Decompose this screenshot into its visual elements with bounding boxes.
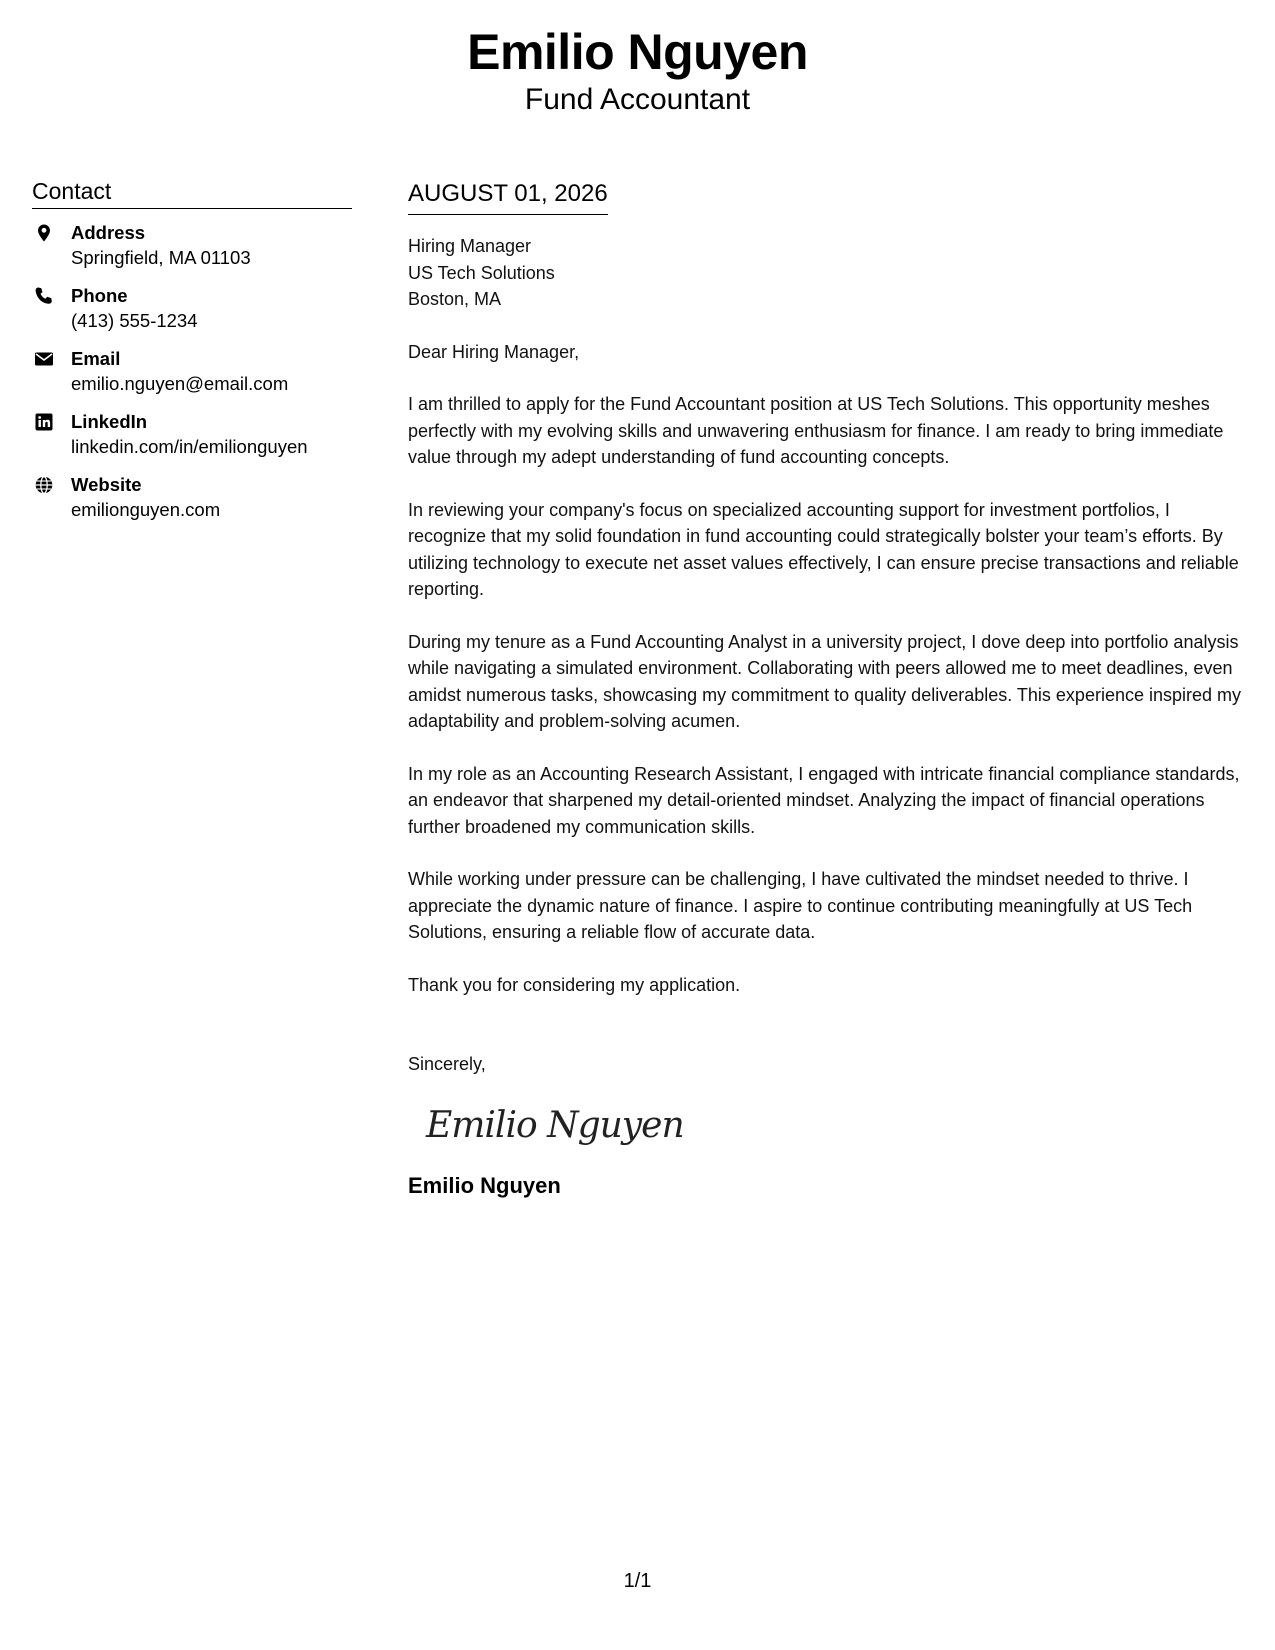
- recipient-location: Boston, MA: [408, 289, 502, 309]
- contact-label: Phone: [71, 285, 128, 306]
- body-paragraph: I am thrilled to apply for the Fund Accountant position at US Tech Solutions. This opportunity meshes perfectly with my evolving skills and unwavering enthusiasm for finance. I am ready to bring immediate value through my adept understanding of fund accounting concepts.: [408, 394, 1224, 467]
- contact-label: LinkedIn: [71, 411, 148, 432]
- phone-value: (413) 555-1234: [71, 310, 198, 331]
- recipient-block: [408, 233, 1248, 313]
- body-paragraph: In my role as an Accounting Research Assistant, I engaged with intricate financial compliance standards, an endeavor that sharpened my detail-oriented mindset. Analyzing the impact of financial operations further broadened my communication skills.: [408, 763, 1240, 837]
- recipient-company: US Tech Solutions: [408, 262, 555, 283]
- salutation: Dear Hiring Manager,: [408, 341, 580, 362]
- contact-label: Email: [71, 348, 121, 369]
- map-pin-icon: [34, 223, 54, 243]
- body-paragraph: While working under pressure can be challenging, I have cultivated the mindset needed to thrive. I appreciate the dynamic nature of finance. I aspire to continue contributing meaningfully at US Tech Solutions, ensuring a reliable flow of accurate data.: [408, 869, 1193, 942]
- job-title: Fund Accountant: [524, 83, 751, 116]
- recipient-name: Hiring Manager: [408, 236, 532, 256]
- envelope-icon: [34, 349, 54, 369]
- globe-icon: [34, 475, 54, 495]
- contact-item-phone: [32, 284, 352, 347]
- body-paragraph: Thank you for considering my application.: [408, 974, 741, 995]
- address-value: Springfield, MA 01103: [71, 247, 251, 268]
- linkedin-icon: [34, 412, 54, 432]
- contact-sidebar: [32, 176, 352, 536]
- phone-icon: [34, 286, 54, 306]
- body-paragraph: In reviewing your company's focus on specialized accounting support for investment portfolios, I recognize that my solid foundation in fund accounting could strategically bolster your team’s efforts. By utilizing technology to execute net asset values effectively, I can ensure precise transactions and reliable reporting.: [408, 499, 1239, 599]
- contact-label: Website: [71, 474, 142, 495]
- contact-item-website: [32, 473, 352, 536]
- letter-body: [408, 178, 1248, 1200]
- contact-label: Address: [71, 222, 146, 243]
- signature: Emilio Nguyen: [426, 1104, 684, 1146]
- body-paragraph: During my tenure as a Fund Accounting Analyst in a university project, I dove deep into portfolio analysis while navigating a simulated environment. Collaborating with peers allowed me to meet deadlines, even amidst numerous tasks, showcasing my commitment to quality deliverables. This experience inspired my adaptability and problem-solving acumen.: [408, 631, 1242, 731]
- letter-date: AUGUST 01, 2026: [408, 178, 608, 215]
- applicant-name: Emilio Nguyen: [467, 24, 808, 80]
- email-value: emilio.nguyen@email.com: [71, 373, 289, 394]
- contact-heading: Contact: [32, 176, 352, 209]
- contact-list: [32, 221, 352, 536]
- website-value: emilionguyen.com: [71, 499, 221, 520]
- contact-item-address: [32, 221, 352, 284]
- signer-name: Emilio Nguyen: [408, 1172, 561, 1198]
- letter-header: [0, 22, 1275, 118]
- contact-item-email: [32, 347, 352, 410]
- linkedin-value: linkedin.com/in/emilionguyen: [71, 436, 308, 457]
- contact-item-linkedin: [32, 410, 352, 473]
- page-number: 1/1: [623, 1570, 652, 1592]
- closing: Sincerely,: [408, 1054, 486, 1074]
